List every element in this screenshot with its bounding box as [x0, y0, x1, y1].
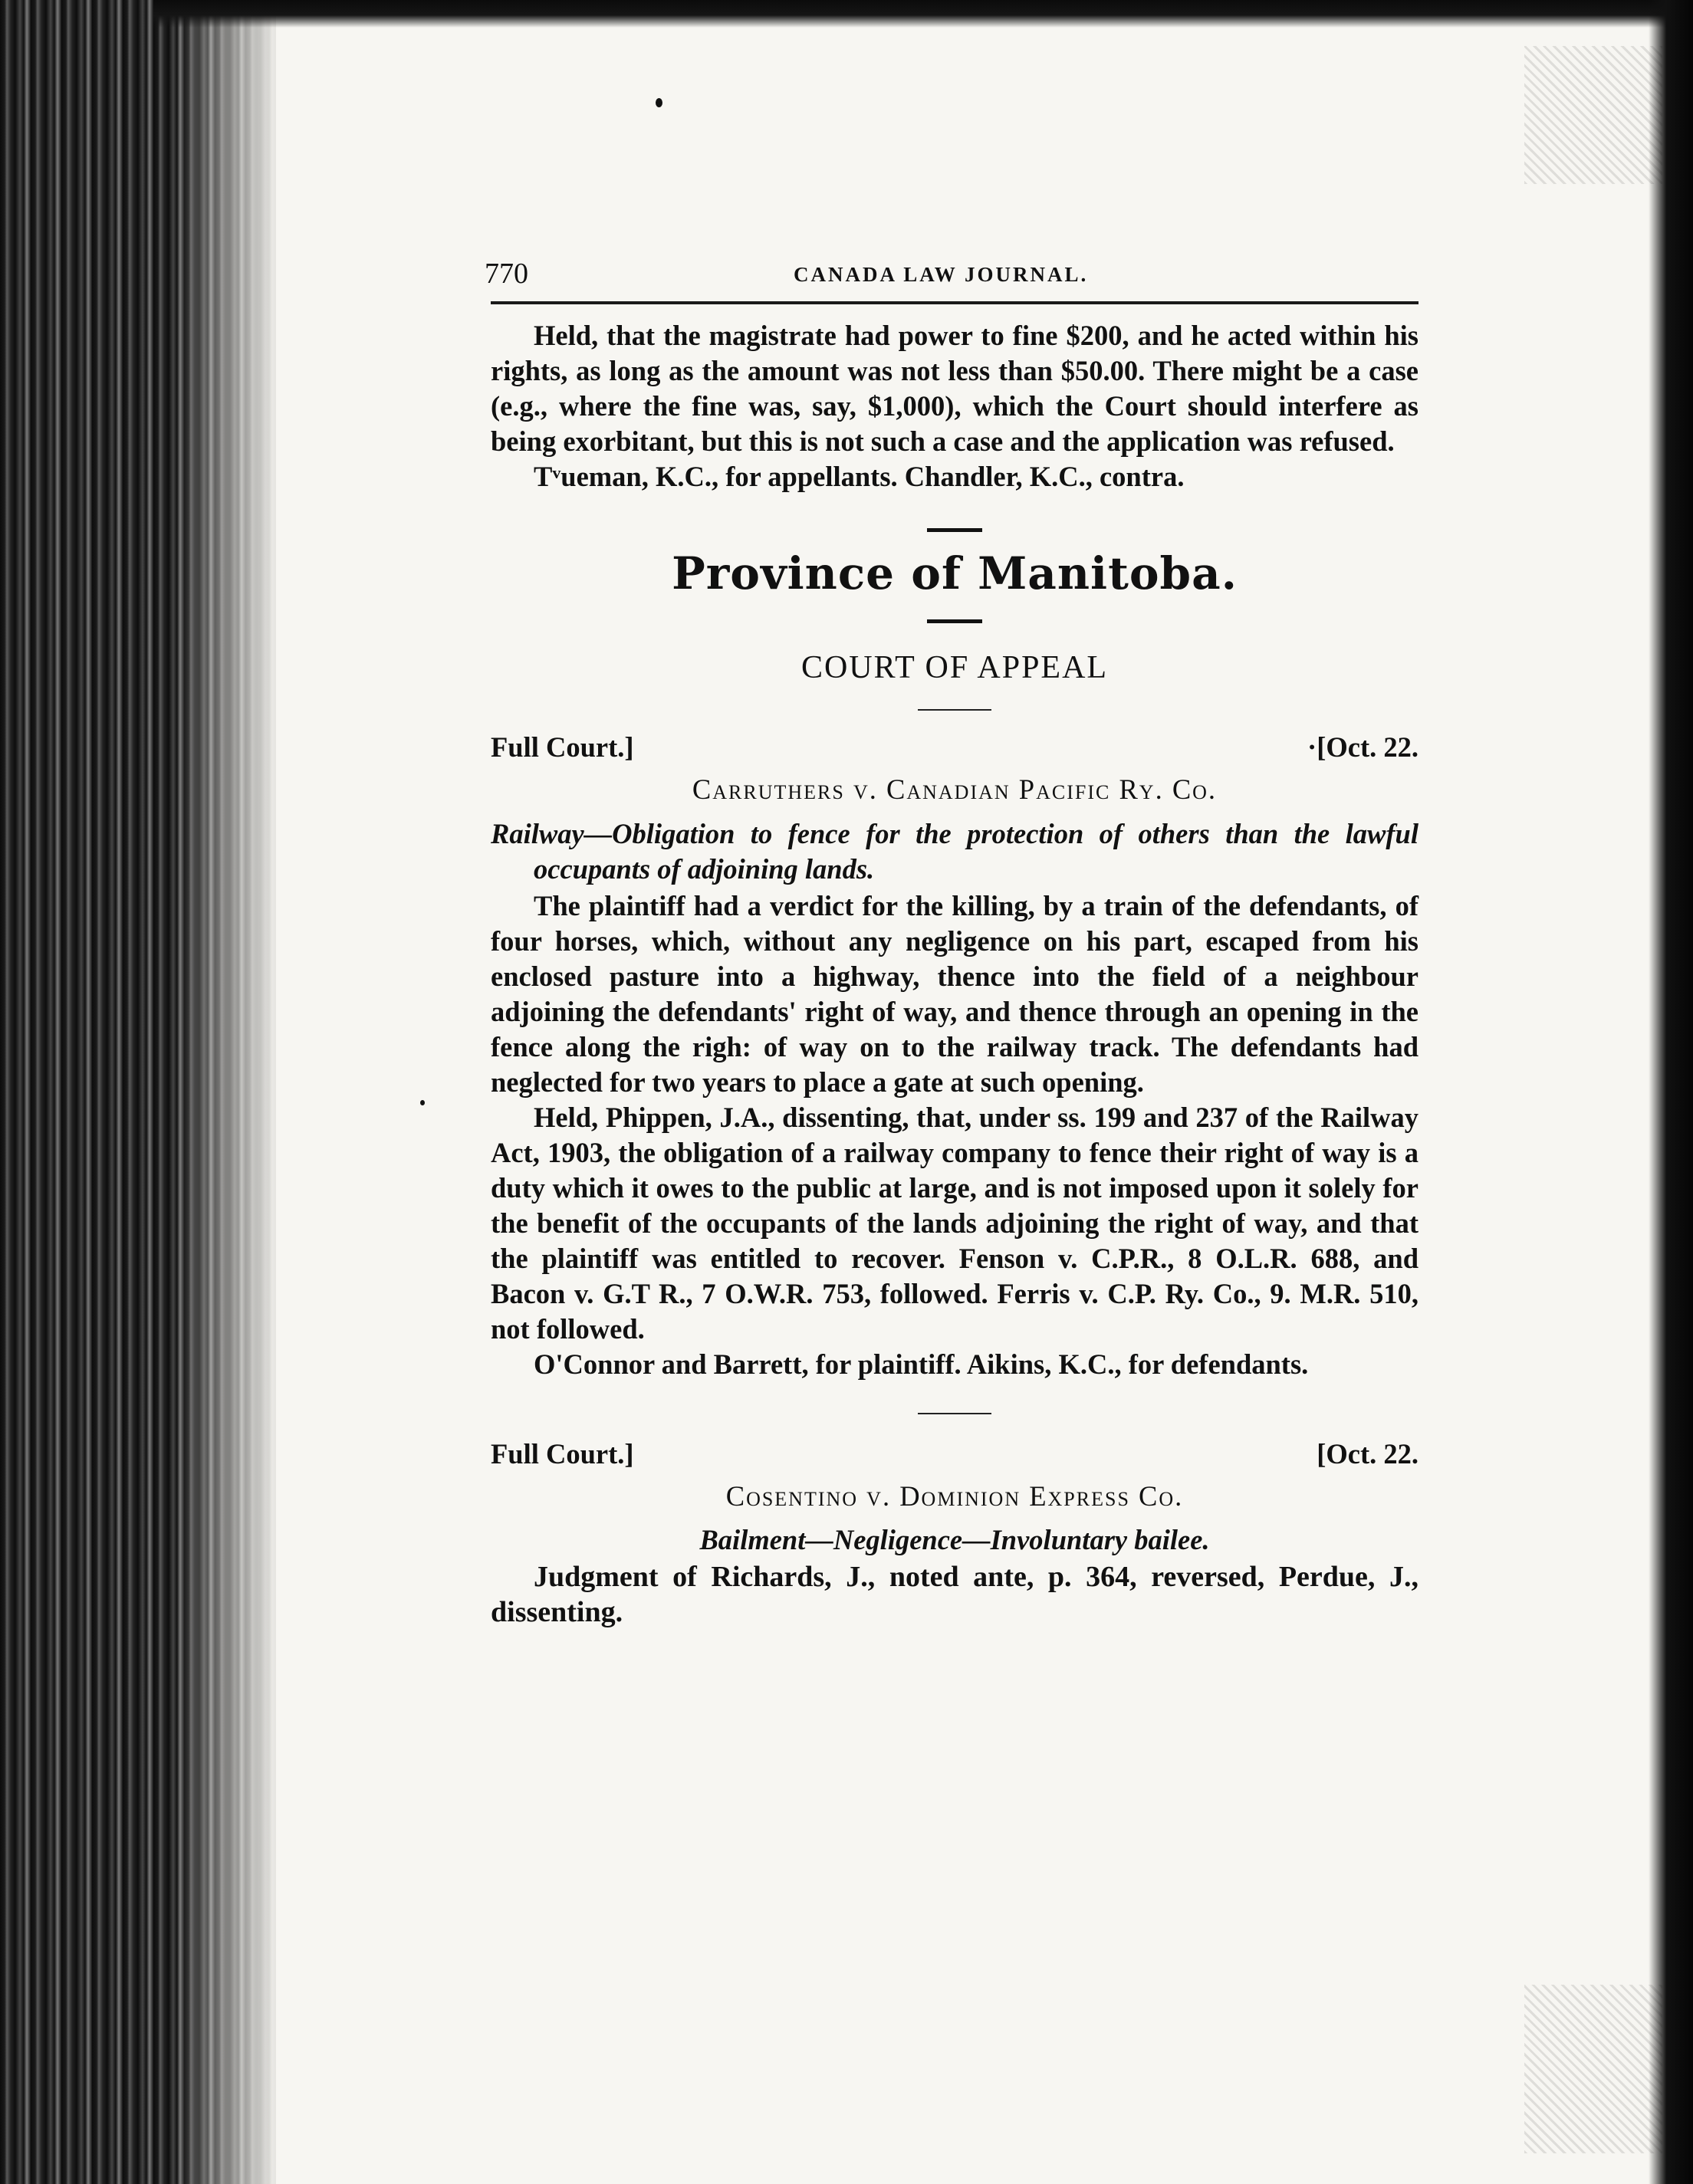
case1-court-row	[491, 731, 1419, 764]
prior-case-counsel: Tᵛueman, K.C., for appellants. Chandler, K.C., contra.	[534, 461, 1185, 492]
province-heading: Province of Manitoba.	[672, 547, 1238, 599]
case1-date: ·[Oct. 22.	[1307, 731, 1419, 763]
prior-case	[491, 318, 1419, 494]
section-rule	[927, 528, 982, 532]
case1-title: Carruthers v. Canadian Pacific Ry. Co.	[692, 773, 1218, 805]
case1-court: Full Court.]	[491, 731, 634, 763]
top-scan-edge	[153, 0, 1693, 28]
page-number: 770	[485, 258, 528, 290]
case2-court-row	[491, 1437, 1419, 1470]
case1-headnote: Railway—Obligation to fence for the protection of others than the lawful occupants of adjoining lands.	[491, 818, 1419, 885]
case2-body	[491, 1559, 1419, 1630]
journal-title: CANADA LAW JOURNAL.	[794, 263, 1089, 286]
case2-headnote: Bailment—Negligence—Involuntary bailee.	[699, 1524, 1210, 1555]
right-scan-edge	[1649, 0, 1693, 2184]
divider-rule	[918, 709, 991, 711]
case2-title: Cosentino v. Dominion Express Co.	[725, 1480, 1184, 1512]
case2-court: Full Court.]	[491, 1438, 634, 1470]
scan-noise-top-right	[1524, 46, 1662, 184]
case2-date: [Oct. 22.	[1317, 1438, 1419, 1470]
page-content	[485, 257, 1419, 1630]
divider-rule	[918, 1413, 991, 1414]
section-rule	[927, 619, 982, 623]
running-head	[485, 257, 1419, 304]
binding-shadow	[176, 0, 284, 2184]
prior-case-held: Held, that the magistrate had power to fine $200, and he acted within his rights, as long as the amount was not less than $50.00. There might be a case (e.g., where the fine was, say, $1,000), which the Court should interfere as being exorbitant, but this is not such a case and the application was refused.	[491, 320, 1419, 457]
court-heading: COURT OF APPEAL	[800, 650, 1109, 685]
case2-judgment: Judgment of Richards, J., noted ante, p. 364, reversed, Perdue, J., dissenting.	[491, 1561, 1419, 1628]
case1-facts: The plaintiff had a verdict for the killing, by a train of the defendants, of four horses, which, without any negligence on his part, escaped from his enclosed pasture into a highway, thence into the field of a neighbour adjoining the defendants' right of way, and thence through an opening in the fence along the righ: of way on to the railway track. The defendants had neglected for two years to place a gate at such opening.	[491, 890, 1419, 1098]
case1-held: Held, Phippen, J.A., dissenting, that, under ss. 199 and 237 of the Railway Act, 1903, the obligation of a railway company to fence their right of way is a duty which it owes to the public at large, and is not imposed upon it solely for the benefit of the occupants of the lands adjoining the right of way, and that the plaintiff was entitled to recover. Fenson v. C.P.R., 8 O.L.R. 688, and Bacon v. G.T R., 7 O.W.R. 753, followed. Ferris v. C.P. Ry. Co., 9. M.R. 510, not followed.	[491, 1102, 1419, 1345]
ink-speck	[656, 98, 662, 107]
ink-speck	[420, 1100, 425, 1105]
case1-counsel: O'Connor and Barrett, for plaintiff. Aikins, K.C., for defendants.	[534, 1348, 1309, 1380]
scan-noise-bottom-right	[1524, 1985, 1662, 2153]
